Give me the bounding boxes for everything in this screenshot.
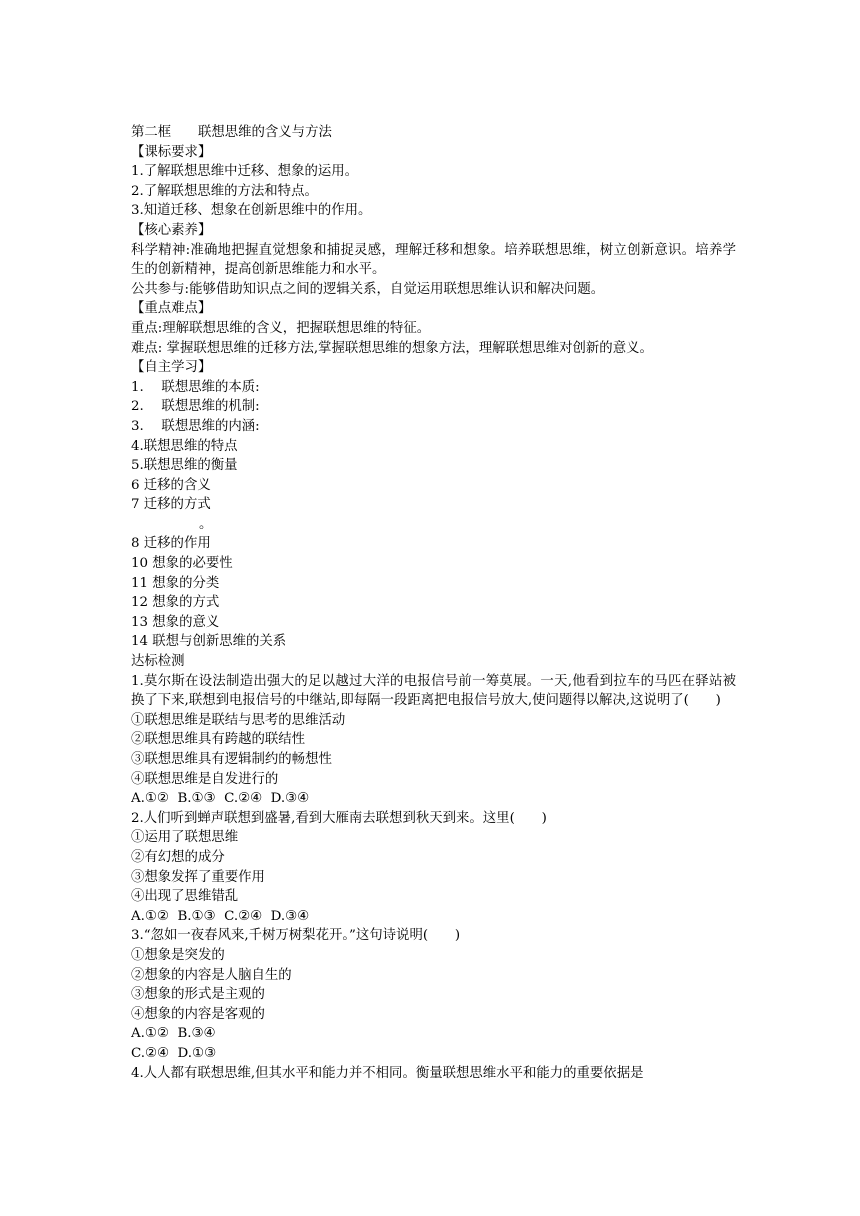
self-study-blank-period: 。 xyxy=(199,516,213,532)
question-4-stem: 4.人人都有联想思维,但其水平和能力并不相同。衡量联想思维水平和能力的重要依据是 xyxy=(131,1065,644,1081)
question-2-answers: A.①② B.①③ C.②④ D.③④ xyxy=(131,908,310,924)
question-2-option: ④出现了思维错乱 xyxy=(131,889,239,905)
question-3-option: ①想象是突发的 xyxy=(131,947,225,963)
self-study-item: 4.联想思维的特点 xyxy=(131,438,238,454)
question-2-stem: 2.人们听到蝉声联想到盛暑,看到大雁南去联想到秋天到来。这里( ) xyxy=(131,810,547,826)
lesson-title: 第二框 联想思维的含义与方法 xyxy=(131,125,332,140)
question-2-option: ②有幻想的成分 xyxy=(131,849,225,865)
self-study-item: 7 迁移的方式 xyxy=(131,497,211,513)
self-study-item: 3. 联想思维的内涵: xyxy=(131,418,260,434)
key-point: 重点:理解联想思维的含义，把握联想思维的特征。 xyxy=(131,320,431,336)
question-3-option: ②想象的内容是人脑自生的 xyxy=(131,967,292,983)
question-2-option: ①运用了联想思维 xyxy=(131,830,239,846)
self-study-item: 12 想象的方式 xyxy=(131,595,220,611)
curriculum-item: 2.了解联想思维的方法和特点。 xyxy=(131,183,318,199)
self-study-item: 8 迁移的作用 xyxy=(131,536,211,552)
literacy-science: 科学精神:准确地把握直觉想象和捕捉灵感，理解迁移和想象。培养联想思维，树立创新意识。培养学生的创新精神，提高创新思维能力和水平。 xyxy=(131,242,736,278)
question-3-answers: A.①② B.③④ xyxy=(131,1026,216,1042)
question-3-stem: 3.“忽如一夜春风来,千树万树梨花开。”这句诗说明( ) xyxy=(131,928,461,944)
self-study-item: 6 迁移的含义 xyxy=(131,477,211,493)
key-points-heading: 【重点难点】 xyxy=(131,301,212,317)
self-study-item: 10 想象的必要性 xyxy=(131,556,233,572)
curriculum-item: 1.了解联想思维中迁移、想象的运用。 xyxy=(131,164,359,180)
curriculum-item: 3.知道迁移、想象在创新思维中的作用。 xyxy=(131,203,372,219)
self-study-item: 5.联想思维的衡量 xyxy=(131,458,238,474)
question-1-option: ①联想思维是联结与思考的思维活动 xyxy=(131,712,346,728)
question-3-option: ④想象的内容是客观的 xyxy=(131,1006,265,1022)
self-study-item: 11 想象的分类 xyxy=(131,575,220,591)
question-2-option: ③想象发挥了重要作用 xyxy=(131,869,265,885)
literacy-heading: 【核心素养】 xyxy=(131,222,212,238)
difficult-point: 难点: 掌握联想思维的迁移方法,掌握联想思维的想象方法，理解联想思维对创新的意义。 xyxy=(131,340,653,356)
self-study-item: 14 联想与创新思维的关系 xyxy=(131,634,287,650)
self-study-heading: 【自主学习】 xyxy=(131,360,212,376)
question-1-answers: A.①② B.①③ C.②④ D.③④ xyxy=(131,791,310,807)
question-1-option: ②联想思维具有跨越的联结性 xyxy=(131,732,306,748)
self-study-item: 2. 联想思维的机制: xyxy=(131,399,260,415)
question-3-option: ③想象的形式是主观的 xyxy=(131,987,265,1003)
question-1-stem: 1.莫尔斯在设法制造出强大的足以越过大洋的电报信号前一筹莫展。一天,他看到拉车的马匹在驿站被换了下来,联想到电报信号的中继站,即每隔一段距离把电报信号放大,使问题得以解决,这说明了( ) xyxy=(131,673,736,709)
self-study-item: 13 想象的意义 xyxy=(131,614,220,630)
curriculum-heading: 【课标要求】 xyxy=(131,144,212,160)
question-1-option: ③联想思维具有逻辑制约的畅想性 xyxy=(131,752,332,767)
question-1-option: ④联想思维是自发进行的 xyxy=(131,771,279,787)
question-3-answers: C.②④ D.①③ xyxy=(131,1045,217,1061)
document-body xyxy=(131,123,736,1083)
literacy-public: 公共参与:能够借助知识点之间的逻辑关系，自觉运用联想思维认识和解决问题。 xyxy=(131,281,605,297)
self-study-item: 1. 联想思维的本质: xyxy=(131,379,260,395)
test-heading: 达标检测 xyxy=(131,654,185,670)
